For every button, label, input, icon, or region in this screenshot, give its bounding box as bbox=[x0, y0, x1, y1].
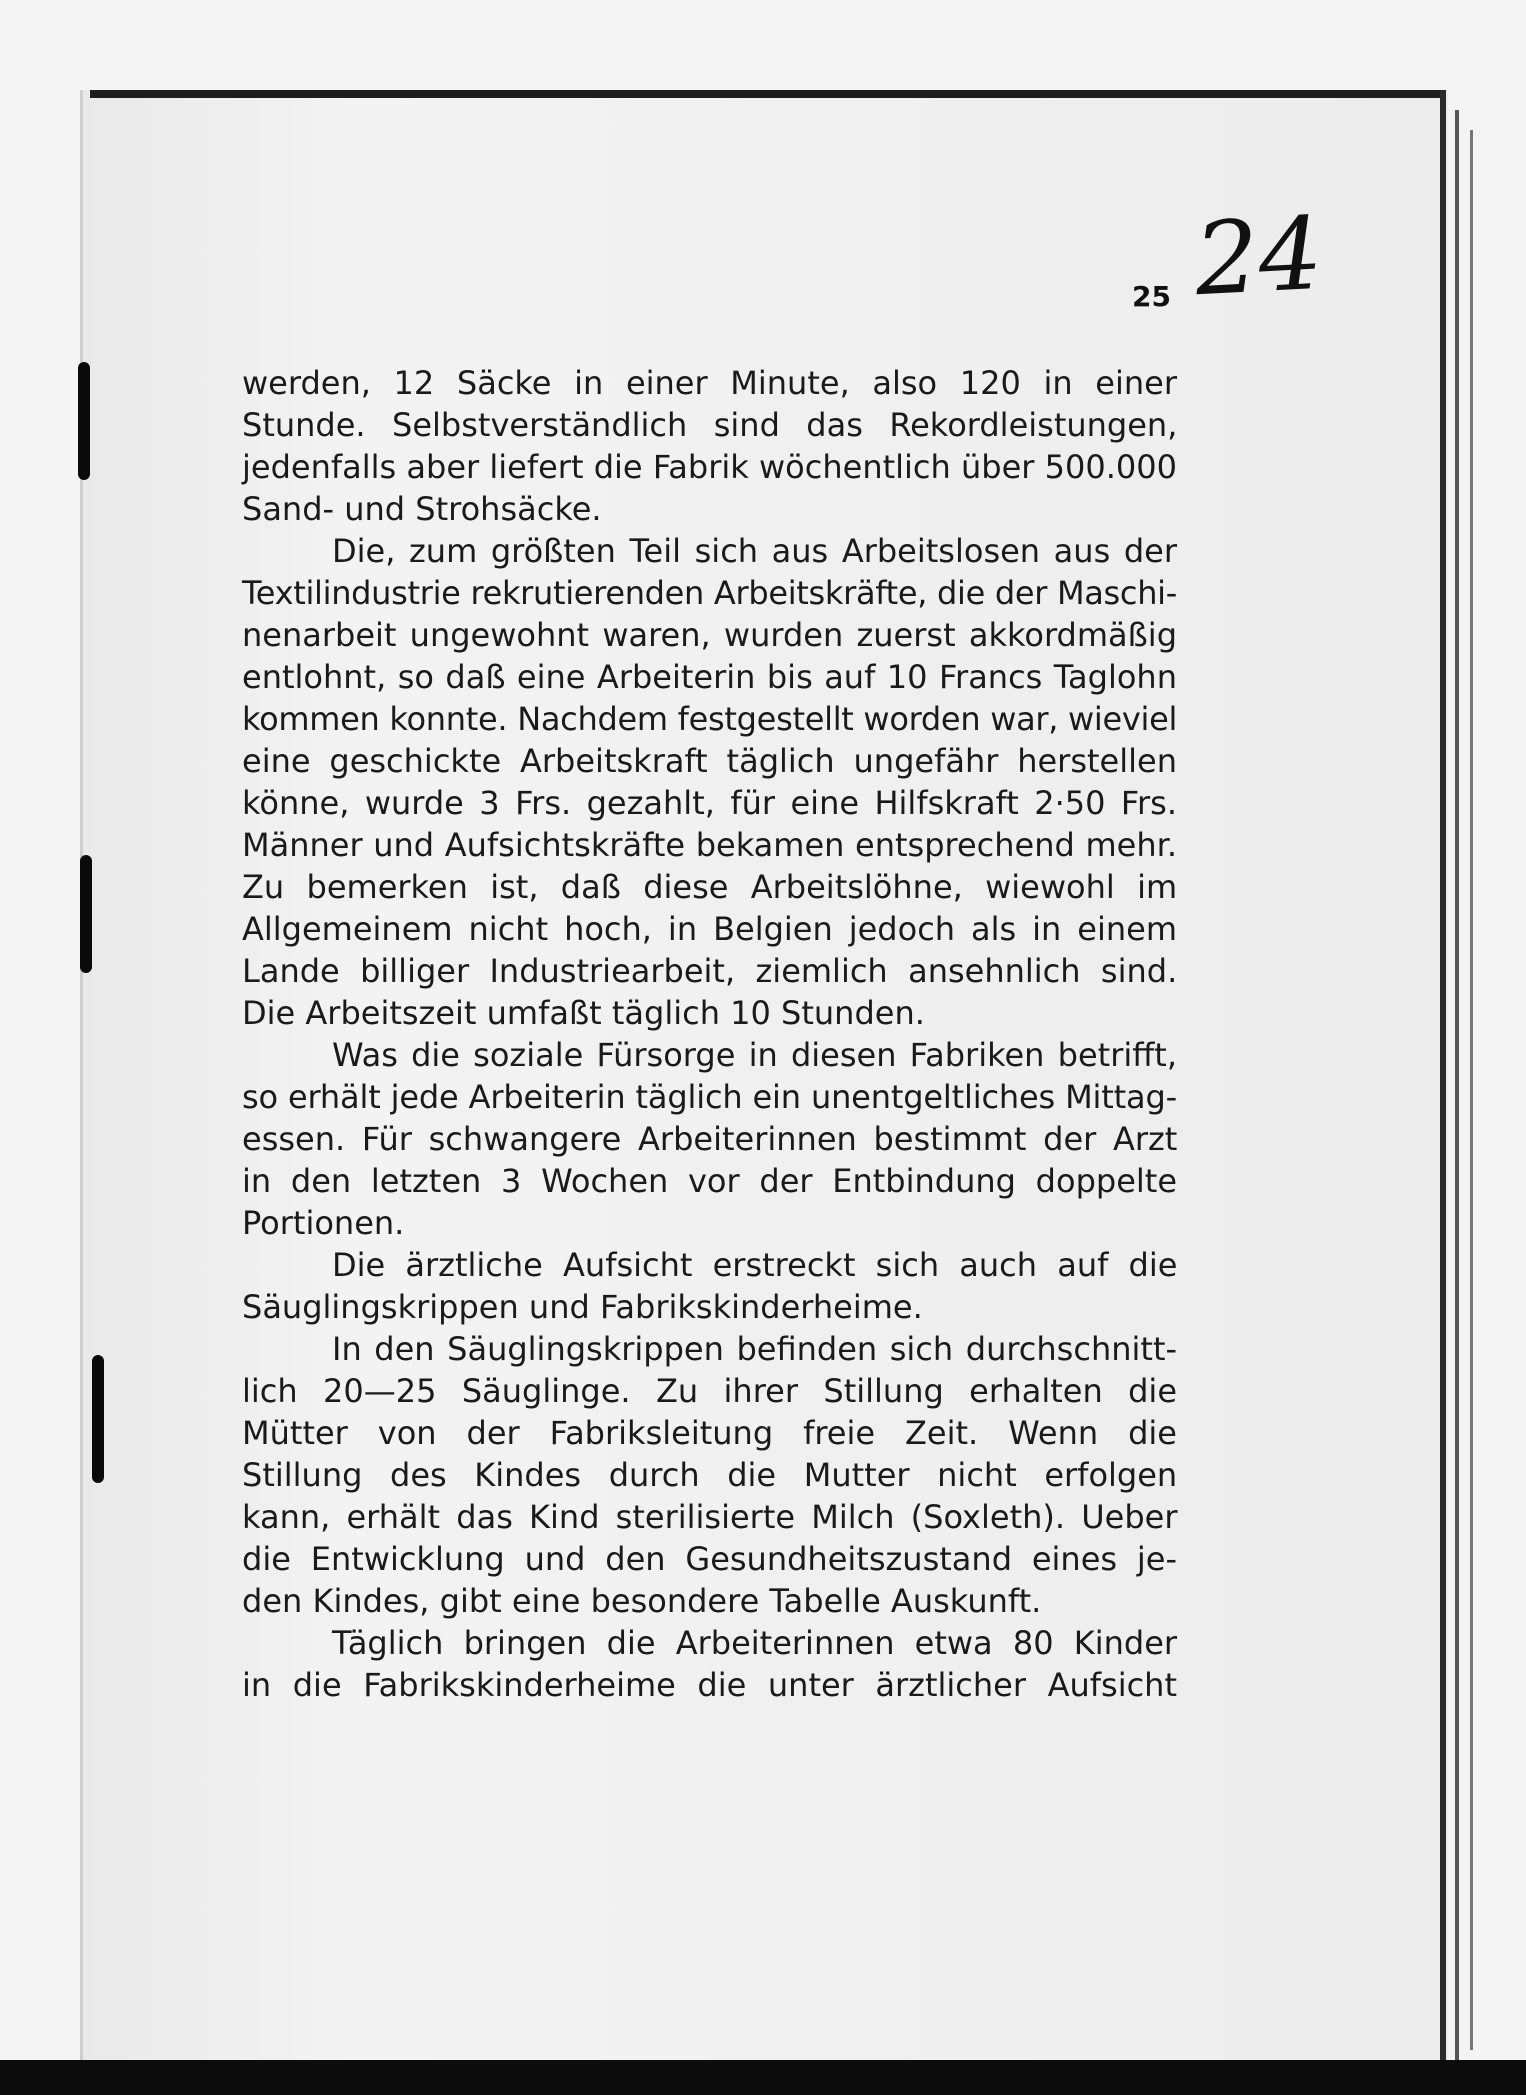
text-line: in den letzten 3 Wochen vor der Entbindung doppelte bbox=[242, 1162, 1177, 1200]
text-line: essen. Für schwangere Arbeiterinnen bestimmt der Arzt bbox=[242, 1120, 1178, 1158]
page-stack-edge bbox=[1440, 90, 1446, 2070]
text-line: Portionen. bbox=[242, 1204, 405, 1242]
text-line: in die Fabrikskinderheime die unter ärztlicher Aufsicht bbox=[242, 1666, 1177, 1704]
text-line: Textilindustrie rekrutierenden Arbeitskräfte, die der Maschi- bbox=[242, 574, 1177, 612]
text-line: nenarbeit ungewohnt waren, wurden zuerst akkordmäßig bbox=[242, 616, 1177, 654]
text-line: Sand- und Strohsäcke. bbox=[242, 490, 602, 528]
text-line: kommen konnte. Nachdem festgestellt worden war, wieviel bbox=[242, 700, 1178, 738]
text-line: Täglich bringen die Arbeiterinnen etwa 80 Kinder bbox=[332, 1624, 1178, 1662]
text-line: Stunde. Selbstverständlich sind das Rekordleistungen, bbox=[242, 406, 1178, 444]
text-line: Lande billiger Industriearbeit, ziemlich ansehnlich sind. bbox=[242, 952, 1178, 990]
page-stack-edge bbox=[1455, 110, 1459, 2060]
scan-bottom-border bbox=[0, 2060, 1526, 2095]
page-stack-edge bbox=[1470, 130, 1473, 2050]
text-line: eine geschickte Arbeitskraft täglich ungefähr herstellen bbox=[242, 742, 1177, 780]
paragraph bbox=[242, 1328, 1177, 1622]
paragraph bbox=[242, 1622, 1177, 1706]
text-line: In den Säuglingskrippen befinden sich durchschnitt- bbox=[332, 1330, 1178, 1368]
text-line: die Entwicklung und den Gesundheitszustand eines je- bbox=[242, 1540, 1178, 1578]
text-line: Stillung des Kindes durch die Mutter nicht erfolgen bbox=[242, 1456, 1178, 1494]
binding-hole bbox=[78, 362, 90, 480]
text-line: jedenfalls aber liefert die Fabrik wöchentlich über 500.000 bbox=[242, 448, 1177, 486]
text-line: Zu bemerken ist, daß diese Arbeitslöhne, wiewohl im bbox=[242, 868, 1178, 906]
page-top-edge bbox=[90, 90, 1445, 98]
text-line: könne, wurde 3 Frs. gezahlt, für eine Hilfskraft 2·50 Frs. bbox=[242, 784, 1177, 822]
text-line: Allgemeinem nicht hoch, in Belgien jedoch als in einem bbox=[242, 910, 1177, 948]
text-line: Die ärztliche Aufsicht erstreckt sich auch auf die bbox=[332, 1246, 1178, 1284]
paragraph bbox=[242, 362, 1177, 530]
text-line: kann, erhält das Kind sterilisierte Milch (Soxleth). Ueber bbox=[242, 1498, 1178, 1536]
text-line: werden, 12 Säcke in einer Minute, also 120 in einer bbox=[242, 364, 1177, 402]
binding-hole bbox=[92, 1355, 104, 1483]
text-line: Mütter von der Fabriksleitung freie Zeit. Wenn die bbox=[242, 1414, 1177, 1452]
paragraph bbox=[242, 1034, 1177, 1244]
paragraph bbox=[242, 530, 1177, 1034]
paragraph bbox=[242, 1244, 1177, 1328]
body-text bbox=[242, 362, 1177, 1706]
text-line: Die Arbeitszeit umfaßt täglich 10 Stunden. bbox=[242, 994, 925, 1032]
text-line: Die, zum größten Teil sich aus Arbeitslosen aus der bbox=[332, 532, 1177, 570]
text-line: Was die soziale Fürsorge in diesen Fabriken betrifft, bbox=[332, 1036, 1177, 1074]
page-number: 25 bbox=[1132, 280, 1171, 313]
text-line: entlohnt, so daß eine Arbeiterin bis auf 10 Francs Taglohn bbox=[242, 658, 1177, 696]
text-line: Männer und Aufsichtskräfte bekamen entsprechend mehr. bbox=[242, 826, 1177, 864]
text-line: so erhält jede Arbeiterin täglich ein unentgeltliches Mittag- bbox=[242, 1078, 1177, 1116]
handwritten-folio-number: 24 bbox=[1192, 194, 1326, 319]
text-line: lich 20—25 Säuglinge. Zu ihrer Stillung erhalten die bbox=[242, 1372, 1177, 1410]
binding-hole bbox=[80, 855, 92, 973]
text-line: den Kindes, gibt eine besondere Tabelle Auskunft. bbox=[242, 1582, 1042, 1620]
text-line: Säuglingskrippen und Fabrikskinderheime. bbox=[242, 1288, 923, 1326]
